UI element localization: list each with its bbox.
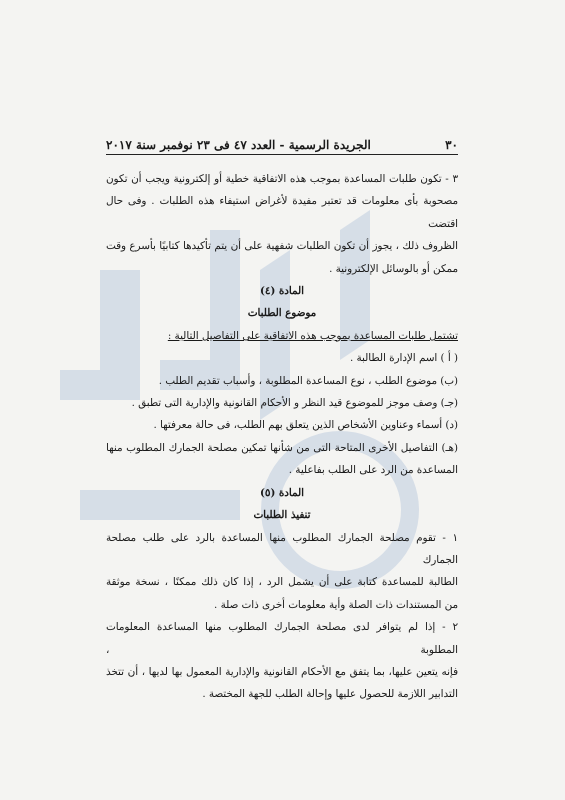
item3-line: ممكن أو بالوسائل الإلكترونية . <box>329 262 458 275</box>
article5-item1-line: ١ - تقوم مصلحة الجمارك المطلوب منها المساعدة بالرد على طلب مصلحة الجمارك <box>106 531 458 566</box>
page-number: ٣٠ <box>445 138 458 152</box>
article5-title: تنفيذ الطلبات <box>253 509 311 522</box>
article4-item: المساعدة من الرد على الطلب بفاعلية . <box>288 464 458 477</box>
item3-line: الظروف ذلك ، يجوز أن تكون الطلبات شفهية على أن يتم تأكيدها كتابيًا بأسرع وقت <box>106 240 458 253</box>
article5-item1-line: من المستندات ذات الصلة وأية معلومات أخرى ذات صلة . <box>214 598 458 611</box>
article4-item: (هـ) التفاصيل الأخرى المتاحة التى من شأنها تمكين مصلحة الجمارك المطلوب منها <box>106 441 458 454</box>
running-title: الجريدة الرسمية - العدد ٤٧ فى ٢٣ نوفمبر سنة ٢٠١٧ <box>106 138 371 152</box>
article4-item: (د) أسماء وعناوين الأشخاص الذين يتعلق بهم الطلب، فى حالة معرفتها . <box>153 419 458 432</box>
article5-item2-line: ٢ - إذا لم يتوافر لدى مصلحة الجمارك المطلوب منها المساعدة المعلومات المطلوبة ، <box>106 621 458 656</box>
document-body <box>106 168 458 706</box>
item3-line: ٣ - تكون طلبات المساعدة بموجب هذه الاتفاقية خطية أو إلكترونية ويجب أن تكون <box>106 173 458 185</box>
article4-heading: المادة (٤) <box>260 285 304 298</box>
article5-heading: المادة (٥) <box>260 486 304 499</box>
article4-item: (ب) موضوع الطلب ، نوع المساعدة المطلوبة ، وأسباب تقديم الطلب . <box>158 374 458 387</box>
article4-title: موضوع الطلبات <box>247 307 317 320</box>
article5-item2-line: التدابير اللازمة للحصول عليها وإحالة الطلب للجهة المختصة . <box>202 688 458 701</box>
item3-line: مصحوبة بأى معلومات قد تعتبر مفيدة لأغراض استيفاء هذه الطلبات . وفى حال اقتضت <box>106 195 458 230</box>
article4-item: ( أ ) اسم الإدارة الطالبة . <box>349 352 458 365</box>
header-rule <box>106 154 458 155</box>
page-header <box>106 130 458 152</box>
article4-intro: تشتمل طلبات المساعدة بموجب هذه الاتفاقية على التفاصيل التالية : <box>167 329 458 342</box>
article5-item1-line: الطالبة للمساعدة كتابة على أن يشمل الرد ، إذا كان ذلك ممكنًا ، نسخة موثقة <box>106 576 458 589</box>
article4-item: (جـ) وصف موجز للموضوع قيد النظر و الأحكام القانونية والإدارية التى تطبق . <box>131 397 458 410</box>
article5-item2-line: فإنه يتعين عليها، بما يتفق مع الأحكام القانونية والإدارية المعمول بها لديها ، أن تتخذ <box>106 665 458 678</box>
